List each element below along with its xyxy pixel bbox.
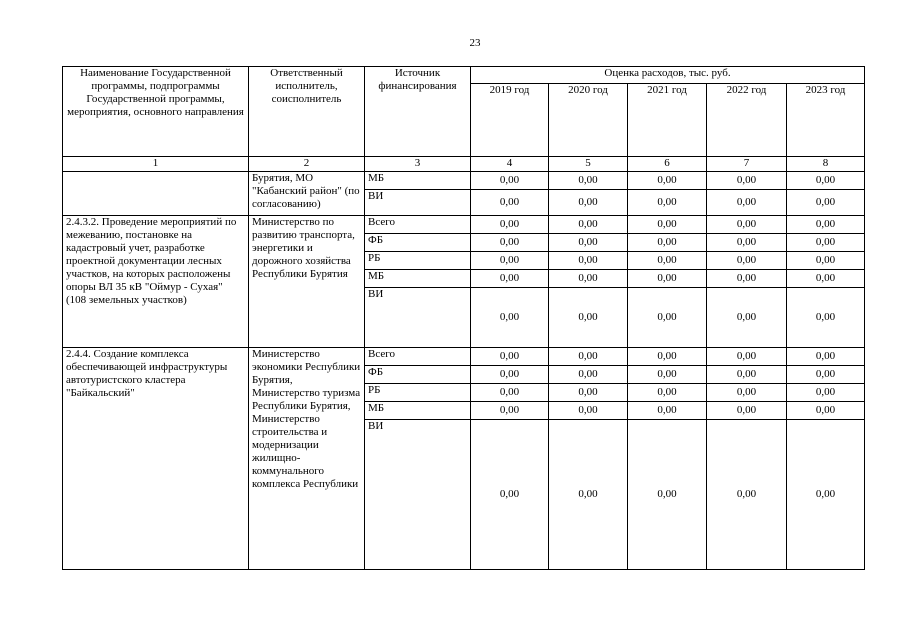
- value-cell: 0,00: [628, 252, 707, 270]
- source-cell: Всего: [365, 348, 471, 366]
- value-cell: 0,00: [471, 366, 549, 384]
- column-number: 3: [365, 157, 471, 172]
- value-cell: 0,00: [628, 172, 707, 190]
- source-cell: ВИ: [365, 190, 471, 216]
- source-cell: ФБ: [365, 366, 471, 384]
- value-cell: 0,00: [787, 270, 865, 288]
- column-number: 4: [471, 157, 549, 172]
- column-number: 6: [628, 157, 707, 172]
- value-cell: 0,00: [628, 402, 707, 420]
- value-cell: 0,00: [471, 270, 549, 288]
- year-2021: 2021 год: [628, 84, 707, 157]
- value-cell: 0,00: [549, 252, 628, 270]
- value-cell: 0,00: [628, 420, 707, 570]
- value-cell: 0,00: [707, 190, 787, 216]
- source-cell: Всего: [365, 216, 471, 234]
- column-number: 7: [707, 157, 787, 172]
- page-number: 23: [469, 37, 481, 49]
- responsible-cell: Министерство экономики Республики Бурятия, Министерство туризма Республики Бурятия, Министерство строительства и модернизации жилищно-коммунального комплекса Республики: [249, 348, 365, 570]
- program-name-cell: [63, 172, 249, 216]
- column-numbers-row: [63, 157, 865, 172]
- year-2020: 2020 год: [549, 84, 628, 157]
- value-cell: 0,00: [628, 384, 707, 402]
- source-cell: ВИ: [365, 288, 471, 348]
- source-cell: ФБ: [365, 234, 471, 252]
- value-cell: 0,00: [628, 270, 707, 288]
- header-name: Наименование Государственной программы, подпрограммы Государственной программы, мероприятия, основного направления: [63, 67, 249, 157]
- value-cell: 0,00: [707, 384, 787, 402]
- value-cell: 0,00: [628, 348, 707, 366]
- year-2019: 2019 год: [471, 84, 549, 157]
- column-number: 5: [549, 157, 628, 172]
- value-cell: 0,00: [787, 234, 865, 252]
- value-cell: 0,00: [628, 288, 707, 348]
- value-cell: 0,00: [787, 402, 865, 420]
- value-cell: 0,00: [787, 348, 865, 366]
- source-cell: МБ: [365, 172, 471, 190]
- value-cell: 0,00: [707, 288, 787, 348]
- header-responsible: Ответственный исполнитель, соисполнитель: [249, 67, 365, 157]
- value-cell: 0,00: [707, 216, 787, 234]
- value-cell: 0,00: [707, 366, 787, 384]
- table-row: [63, 216, 865, 234]
- value-cell: 0,00: [707, 420, 787, 570]
- value-cell: 0,00: [549, 420, 628, 570]
- value-cell: 0,00: [787, 172, 865, 190]
- header-source: Источник финансирования: [365, 67, 471, 157]
- value-cell: 0,00: [549, 270, 628, 288]
- value-cell: 0,00: [787, 190, 865, 216]
- value-cell: 0,00: [549, 348, 628, 366]
- source-cell: РБ: [365, 384, 471, 402]
- value-cell: 0,00: [787, 420, 865, 570]
- header-costs: Оценка расходов, тыс. руб.: [471, 67, 865, 84]
- value-cell: 0,00: [628, 216, 707, 234]
- value-cell: 0,00: [549, 384, 628, 402]
- program-name-cell: 2.4.3.2. Проведение мероприятий по межеванию, постановке на кадастровый учет, разработке проектной документации лесных участков, на которых расположены опоры ВЛ 35 кВ "Оймур - Сухая" (108 земельных участков): [63, 216, 249, 348]
- value-cell: 0,00: [707, 172, 787, 190]
- value-cell: 0,00: [787, 252, 865, 270]
- column-number: 1: [63, 157, 249, 172]
- value-cell: 0,00: [471, 252, 549, 270]
- value-cell: 0,00: [549, 190, 628, 216]
- value-cell: 0,00: [787, 288, 865, 348]
- column-number: 2: [249, 157, 365, 172]
- source-cell: МБ: [365, 402, 471, 420]
- responsible-cell: Министерство по развитию транспорта, энергетики и дорожного хозяйства Республики Бурятия: [249, 216, 365, 348]
- value-cell: 0,00: [787, 384, 865, 402]
- value-cell: 0,00: [471, 234, 549, 252]
- year-2022: 2022 год: [707, 84, 787, 157]
- source-cell: РБ: [365, 252, 471, 270]
- value-cell: 0,00: [471, 172, 549, 190]
- value-cell: 0,00: [549, 288, 628, 348]
- header-row: [63, 67, 865, 84]
- value-cell: 0,00: [471, 190, 549, 216]
- value-cell: 0,00: [707, 252, 787, 270]
- value-cell: 0,00: [549, 402, 628, 420]
- value-cell: 0,00: [787, 366, 865, 384]
- value-cell: 0,00: [549, 234, 628, 252]
- year-2023: 2023 год: [787, 84, 865, 157]
- value-cell: 0,00: [471, 288, 549, 348]
- value-cell: 0,00: [549, 366, 628, 384]
- value-cell: 0,00: [628, 190, 707, 216]
- value-cell: 0,00: [471, 216, 549, 234]
- responsible-cell: Бурятия, МО "Кабанский район" (по согласованию): [249, 172, 365, 216]
- program-name-cell: 2.4.4. Создание комплекса обеспечивающей инфраструктуры автотуристского кластера "Байкальский": [63, 348, 249, 570]
- value-cell: 0,00: [471, 402, 549, 420]
- source-cell: МБ: [365, 270, 471, 288]
- value-cell: 0,00: [628, 366, 707, 384]
- value-cell: 0,00: [707, 402, 787, 420]
- table-row: [63, 172, 865, 190]
- value-cell: 0,00: [707, 270, 787, 288]
- value-cell: 0,00: [628, 234, 707, 252]
- budget-table: [62, 66, 865, 570]
- column-number: 8: [787, 157, 865, 172]
- value-cell: 0,00: [787, 216, 865, 234]
- value-cell: 0,00: [471, 348, 549, 366]
- value-cell: 0,00: [549, 216, 628, 234]
- table-row: [63, 348, 865, 366]
- value-cell: 0,00: [471, 384, 549, 402]
- value-cell: 0,00: [707, 234, 787, 252]
- value-cell: 0,00: [549, 172, 628, 190]
- value-cell: 0,00: [471, 420, 549, 570]
- value-cell: 0,00: [707, 348, 787, 366]
- source-cell: ВИ: [365, 420, 471, 570]
